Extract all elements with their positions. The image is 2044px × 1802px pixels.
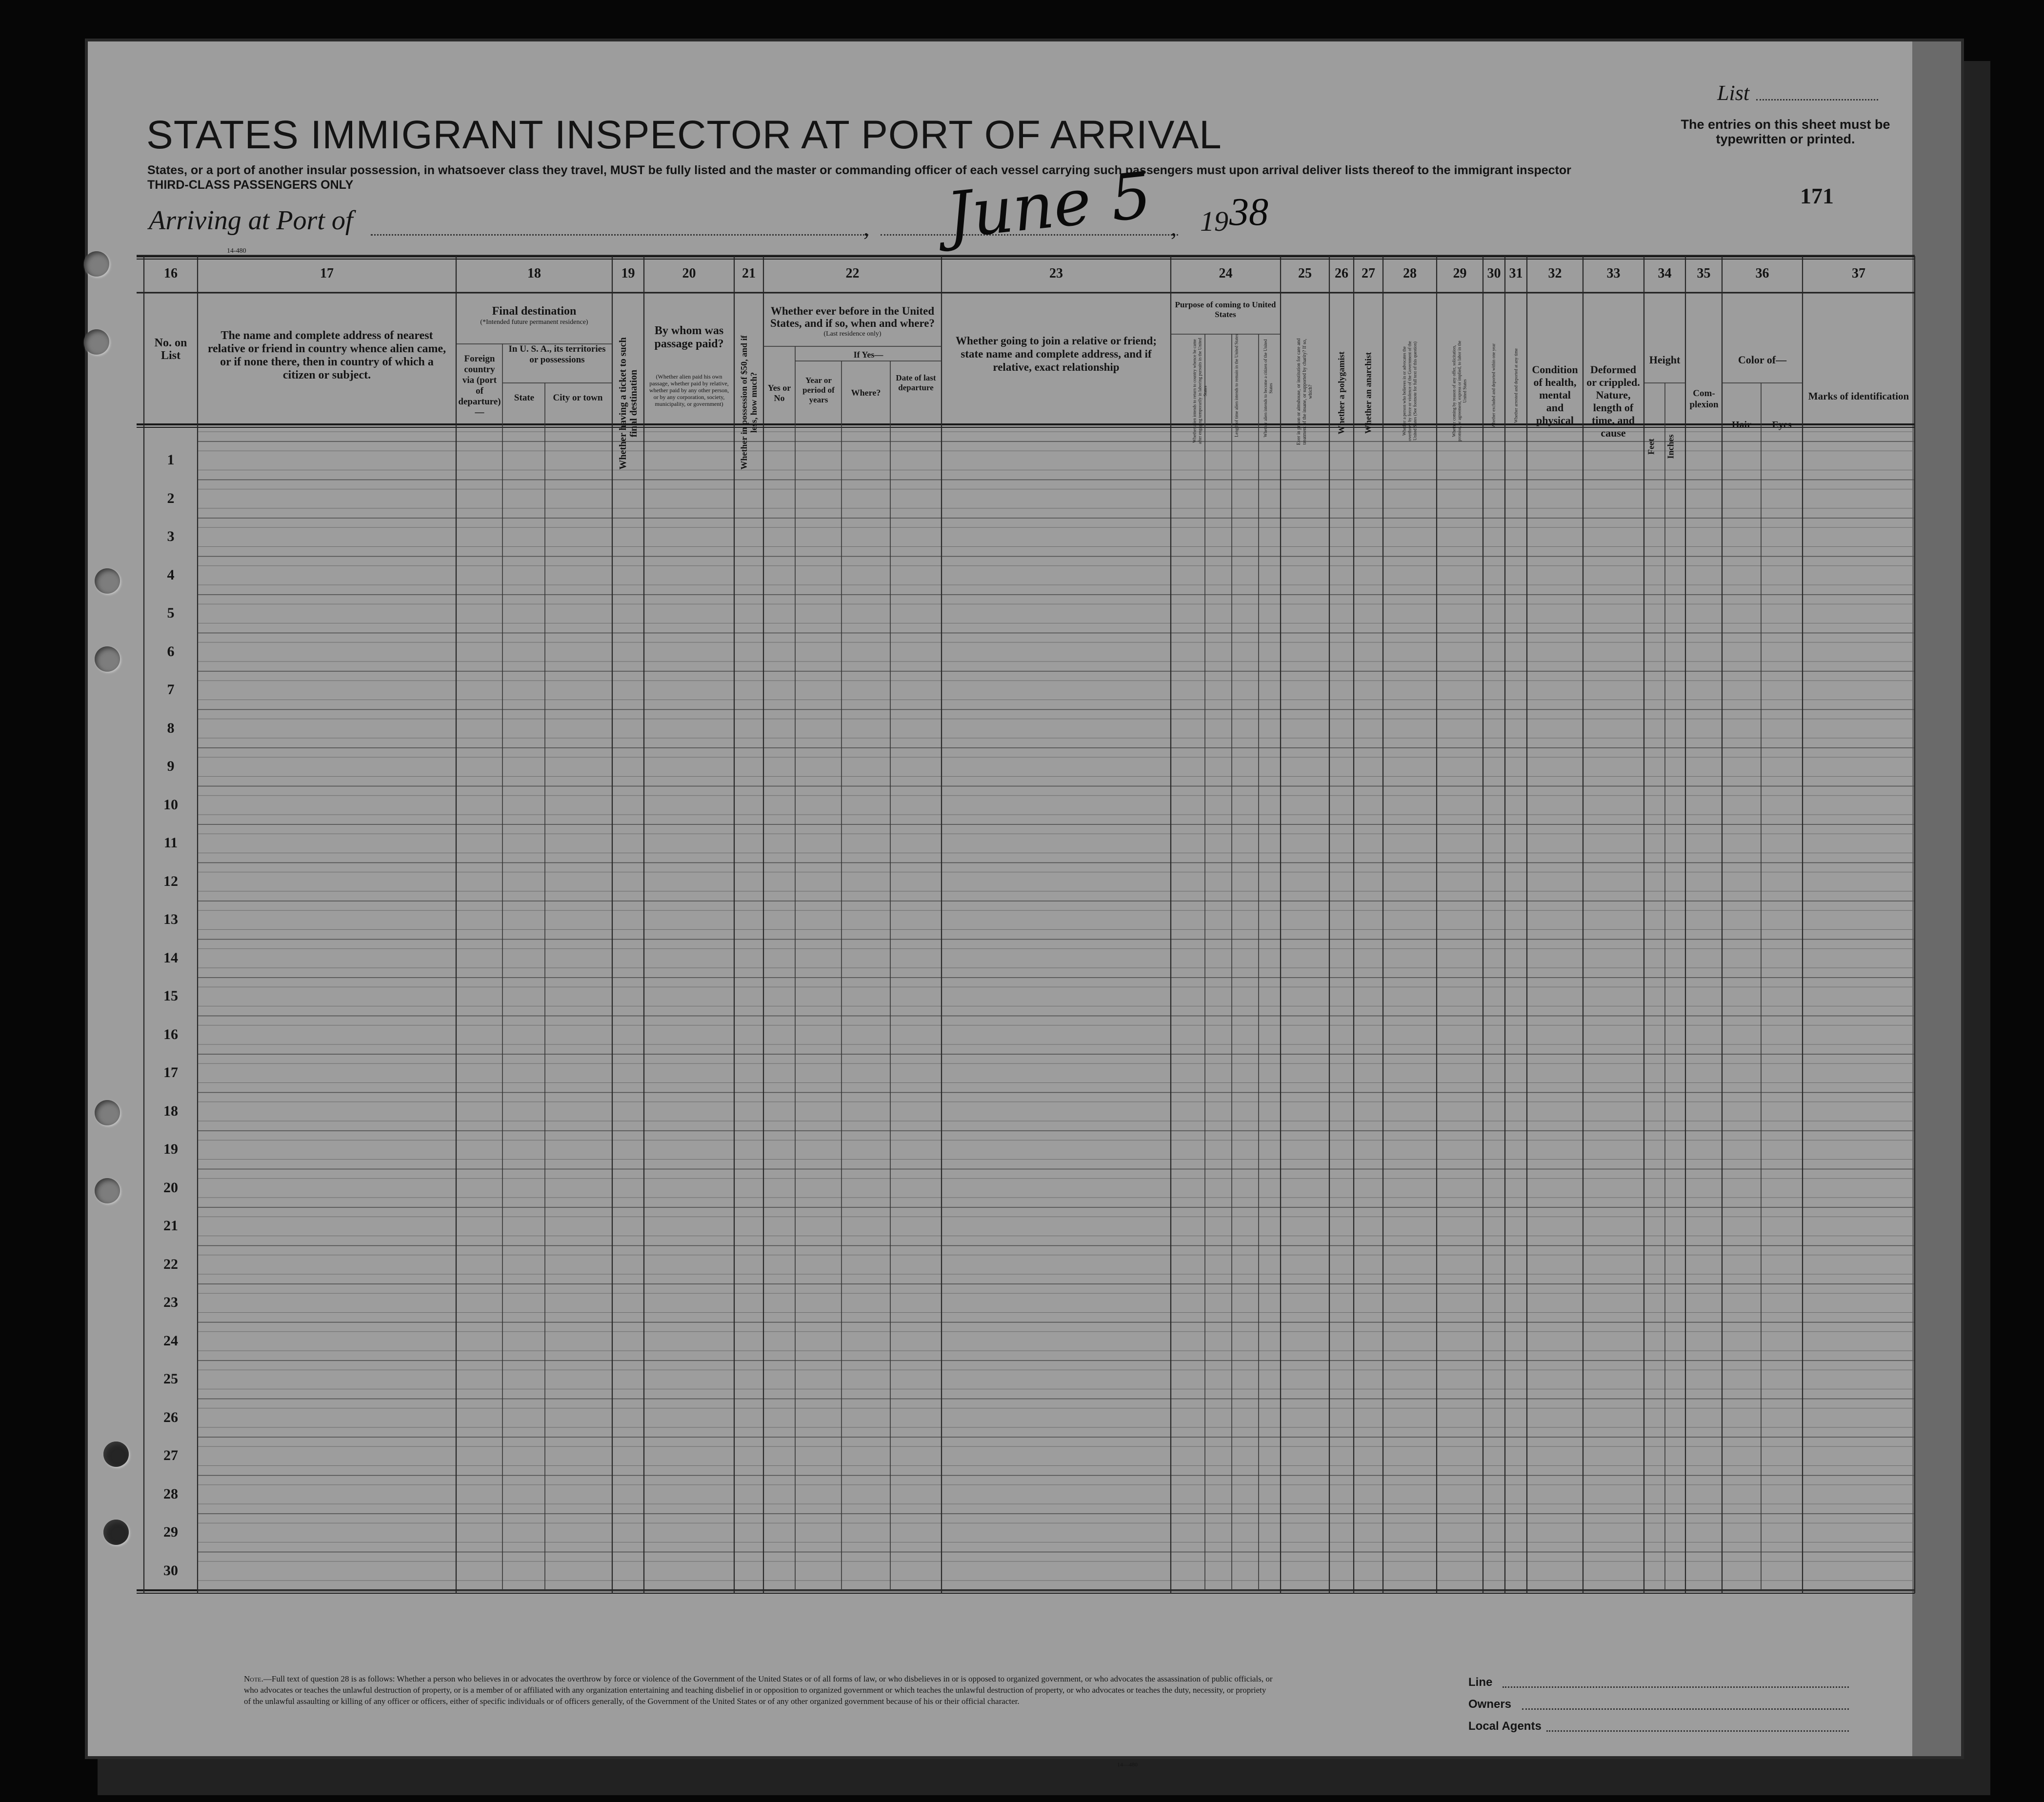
col-22-note: (Last residence only) — [823, 330, 882, 338]
col-36-eyes-label: Eyes — [1772, 420, 1792, 430]
col-34-inches-label: Inches — [1665, 434, 1676, 459]
row-number: 5 — [167, 605, 175, 621]
col-23-number: 23 — [1049, 266, 1063, 281]
arriving-label: Arriving at Port of — [149, 205, 353, 236]
col-34-label: Height — [1649, 354, 1681, 366]
col-22-label: Whether ever before in the United States, and if so, when and where? — [770, 305, 935, 329]
footnote — [244, 1673, 1273, 1707]
col-36-number: 36 — [1755, 266, 1769, 281]
row-number: 8 — [167, 720, 175, 736]
col-27-label: Whether an anarchist — [1363, 352, 1373, 434]
col-22-date-label: Date of last departure — [896, 373, 936, 392]
col-25-label: Ever in prison or almshouse, or institution for care and treatment of the insane, or supported by charity? If so, which? — [1296, 338, 1313, 445]
row-number: 10 — [163, 796, 178, 813]
col-30-label: Whether excluded and deported within one year — [1491, 343, 1496, 428]
row-number: 24 — [163, 1332, 178, 1349]
handwritten-year: 38 — [1229, 191, 1268, 234]
row-number: 16 — [163, 1026, 178, 1042]
col-32-number: 32 — [1548, 266, 1562, 281]
col-21-label: Whether in possession of $50, and if less, how much? — [739, 335, 759, 470]
row-number: 27 — [163, 1447, 178, 1464]
row-number: 25 — [163, 1371, 178, 1387]
row-number: 21 — [163, 1218, 178, 1234]
agents-field — [1546, 1730, 1849, 1732]
col-22-where-label: Where? — [851, 388, 881, 398]
col-17-label: The name and complete address of nearest relative or friend in country whence alien came, or if none there, then in country of which a citizen or subject. — [207, 329, 446, 381]
form-code-bottom: 14—480 — [1117, 1761, 1138, 1768]
col-26-label: Whether a polygamist — [1336, 351, 1346, 435]
col-22-ifyes-label: If Yes— — [853, 350, 883, 360]
owners-label: Owners — [1468, 1698, 1512, 1711]
col-18-city-label: City or town — [553, 393, 603, 403]
row-number: 19 — [163, 1141, 178, 1158]
col-36-label: Color of— — [1738, 354, 1787, 366]
col-27-number: 27 — [1362, 266, 1375, 281]
comma: , — [863, 215, 869, 241]
row-number: 22 — [163, 1256, 178, 1272]
agents-label: Local Agents — [1468, 1720, 1542, 1733]
row-number: 7 — [167, 681, 175, 698]
col-35-number: 35 — [1697, 266, 1711, 281]
col-36-hair-label: Hair — [1732, 420, 1751, 430]
col-18-usa-label: In U. S. A., its territories or possessions — [508, 344, 606, 365]
col-18-foreign-label: Foreign country via (port of departure)— — [458, 354, 501, 418]
row-number: 28 — [163, 1485, 178, 1502]
col-17-number: 17 — [320, 266, 334, 281]
col-24-sub-c: Whether alien intends to become a citizen of the United States — [1263, 339, 1273, 438]
col-32-label: Condition of health, mental and physical — [1532, 363, 1578, 426]
col-18-note: (*Intended future permanent residence) — [480, 319, 588, 326]
subtitle-line2: THIRD-CLASS PASSENGERS ONLY — [147, 178, 354, 192]
col-22-year-label: Year or period of years — [802, 376, 835, 404]
col-37-number: 37 — [1852, 266, 1865, 281]
sheet-number: 171 — [1800, 183, 1834, 208]
handwritten-date: June 5 — [943, 158, 1155, 253]
row-number: 3 — [167, 528, 175, 545]
col-19-label: Whether having a ticket to such final destination — [618, 337, 639, 470]
col-37-label: Marks of identification — [1808, 390, 1909, 402]
row-number: 2 — [167, 490, 175, 506]
col-23-label: Whether going to join a relative or friend; state name and complete address, and if relative, exact relationship — [955, 335, 1157, 373]
typewritten-instruction: The entries on this sheet must be typewritten or printed. — [1681, 117, 1890, 146]
col-24-sub-b: Length of time alien intends to remain in the United States — [1234, 334, 1239, 437]
col-16-number: 16 — [164, 266, 178, 281]
footnote-label: Note. — [244, 1674, 263, 1683]
footnote-text: —Full text of question 28 is as follows: Whether a person who believes in or advocates the overthrow by force or violence of the Government of the United States or of all forms of law, or who disbelieves in or is opposed to organized government, or who advocates the assassination of public officials, or who advocates or teaches the unlawful destruction of property, or is a member of or affiliated with any organization entertaining and teaching disbelief in or opposition to organized government or which teaches the unlawful destruction of property, or who advocates or teaches the duty, necessity, or propriety of the unlawful assaulting or killing of any officer or officers, either of specific individuals or of officers generally, of the Government of the United States or of any other organized government because of his or their official character. — [244, 1674, 1273, 1706]
owners-field — [1522, 1708, 1849, 1710]
col-25-number: 25 — [1298, 266, 1312, 281]
subtitle-line1: States, or a port of another insular possession, in whatsoever class they travel, MUST be fully listed and the master or commanding officer of each vessel carrying such passengers must upon arrival deliver lists thereof to the immigrant inspector — [147, 163, 1571, 177]
row-number: 20 — [163, 1179, 178, 1196]
col-19-number: 19 — [621, 266, 635, 281]
row-number: 1 — [167, 452, 175, 468]
manifest-grid — [88, 41, 1961, 1756]
col-22-yesno-label: Yes or No — [767, 383, 791, 403]
col-18-number: 18 — [527, 266, 541, 281]
col-29-label: Whether coming by reason of any offer, solicitation, promise, or agreement, express or implied, to labor in the United States — [1451, 340, 1467, 441]
col-20-label: By whom was passage paid? — [654, 324, 724, 350]
col-31-number: 31 — [1509, 266, 1523, 281]
row-number: 30 — [163, 1562, 178, 1579]
col-34-feet-label: Feet — [1646, 439, 1656, 455]
comma2: , — [1171, 215, 1177, 241]
col-18-state-label: State — [514, 393, 535, 403]
col-26-number: 26 — [1335, 266, 1348, 281]
list-label: List — [1717, 81, 1750, 105]
col-28-number: 28 — [1403, 266, 1417, 281]
col-22-number: 22 — [845, 266, 860, 281]
col-34-number: 34 — [1658, 266, 1672, 281]
col-20-note: (Whether alien paid his own passage, whether paid by relative, whether paid by any other person, or by any corporation, society, municipality, or government) — [649, 373, 729, 407]
col-24-number: 24 — [1219, 266, 1233, 281]
row-number: 9 — [167, 758, 175, 775]
col-33-label: Deformed or crippled. Nature, length of time, and cause — [1586, 363, 1640, 439]
year-prefix: 19 — [1200, 205, 1228, 237]
page-title: STATES IMMIGRANT INSPECTOR AT PORT OF ARRIVAL — [146, 113, 1222, 157]
row-number: 11 — [163, 835, 178, 851]
row-number: 14 — [163, 949, 178, 966]
line-field — [1503, 1686, 1849, 1688]
col-20-number: 20 — [682, 266, 696, 281]
line-label: Line — [1468, 1676, 1493, 1689]
row-number: 12 — [163, 873, 178, 889]
col-28-label: Whether a person who believes in or advocates the overthrow by force or violence of the Government of the United States (See footnote for full text of this question) — [1402, 341, 1418, 441]
col-21-number: 21 — [742, 266, 756, 281]
row-number: 29 — [163, 1524, 178, 1541]
row-number: 15 — [163, 988, 178, 1004]
col-33-number: 33 — [1606, 266, 1621, 281]
col-24-label: Purpose of coming to United States — [1175, 300, 1276, 319]
row-number: 4 — [167, 566, 175, 583]
col-35-label: Com-plexion — [1689, 388, 1719, 410]
row-number: 26 — [163, 1409, 178, 1425]
form-code-top: 14-480 — [227, 247, 246, 255]
row-number: 18 — [163, 1102, 178, 1119]
col-16-label: No. on List — [154, 337, 187, 362]
col-30-number: 30 — [1487, 266, 1501, 281]
row-number: 13 — [163, 911, 178, 928]
col-29-number: 29 — [1453, 266, 1467, 281]
col-18-label: Final destination — [492, 305, 577, 318]
col-24-sub-a: Whether alien intends to return to country whence he came after engaging temporarily in laboring pursuits in the United States — [1192, 338, 1208, 444]
row-number: 17 — [163, 1064, 178, 1081]
manifest-page — [88, 41, 1961, 1768]
row-number: 6 — [167, 643, 175, 660]
col-31-label: Whether arrested and deported at any time — [1513, 348, 1519, 423]
row-number: 23 — [163, 1294, 178, 1311]
